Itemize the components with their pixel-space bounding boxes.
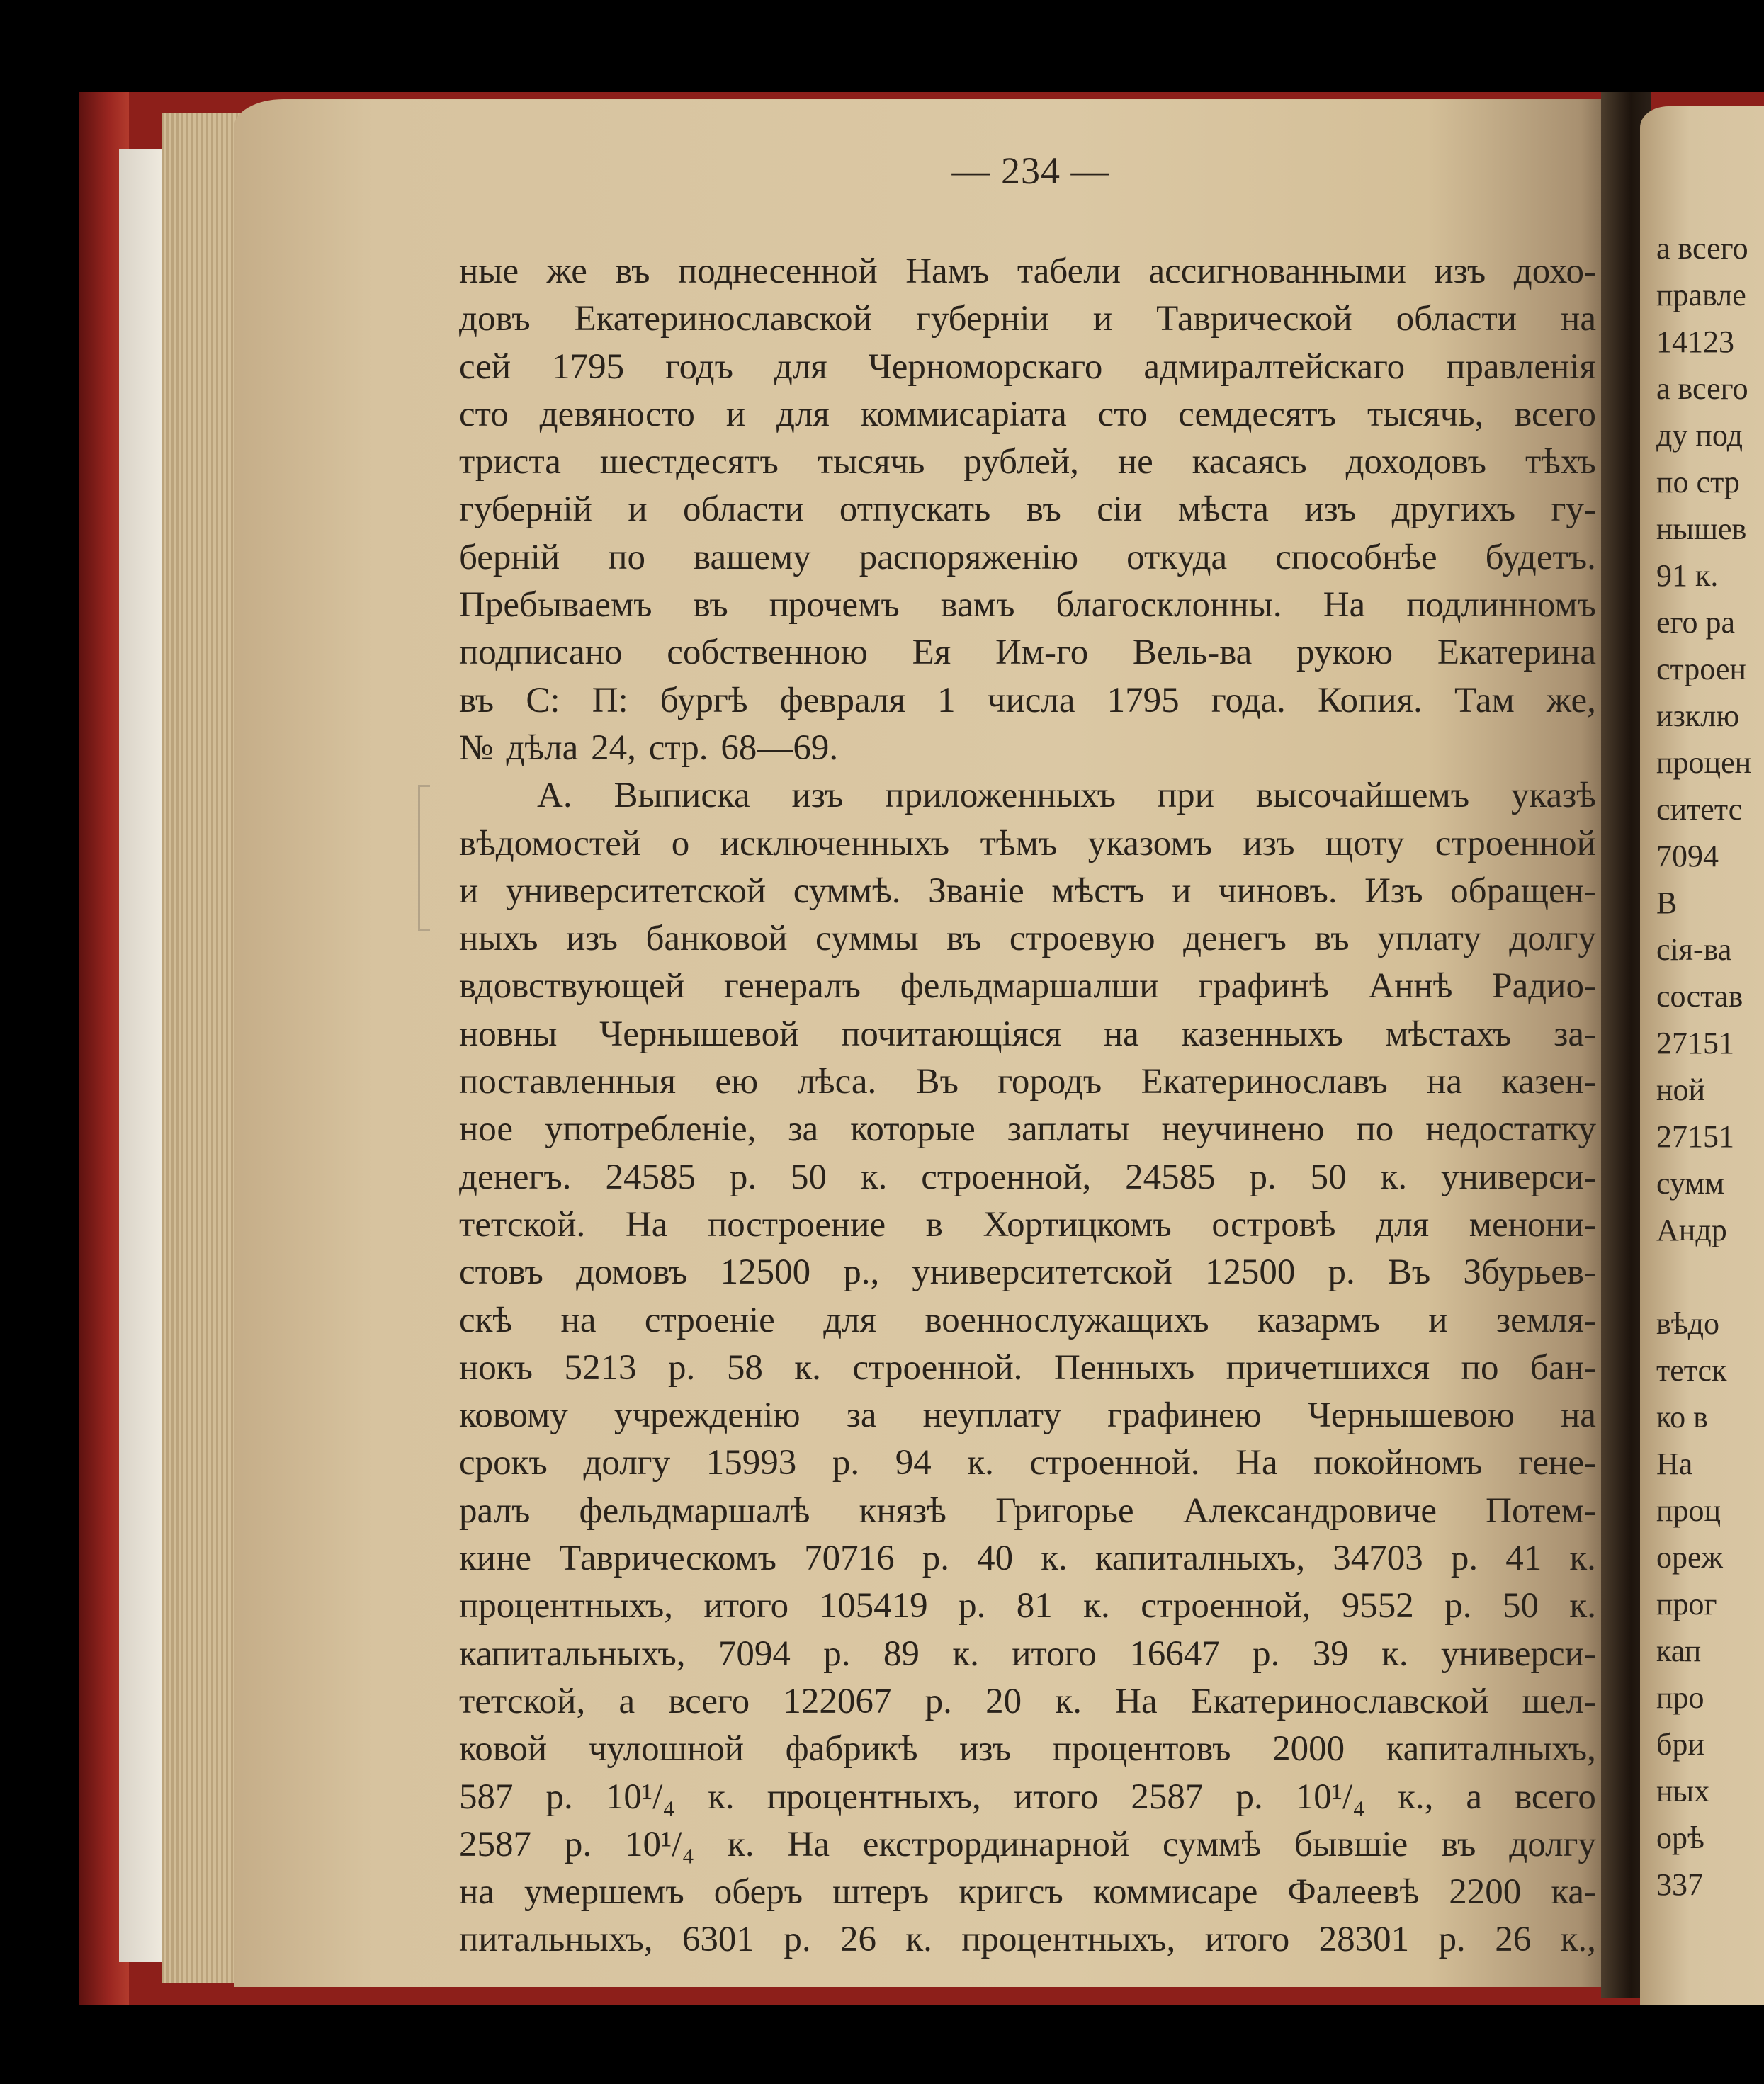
right-text-line: орѣ [1656,1820,1704,1855]
right-text-line: 337 [1656,1867,1703,1902]
pencil-mark [418,785,430,931]
text-line: капитальныхъ, 7094 р. 89 к. итого 16647 р. 39 к. универси- [459,1633,1596,1674]
right-text-line: ситетс [1656,792,1743,827]
text-line: денегъ. 24585 р. 50 к. строенной, 24585 р. 50 к. универси- [459,1157,1596,1197]
right-text-line: бри [1656,1727,1704,1762]
right-text-line: сумм [1656,1166,1725,1201]
right-text-line: строен [1656,652,1746,686]
text-line: ное употребленіе, за которые заплаты неучинено по недостатку [459,1109,1596,1150]
text-line: берній по вашему распоряженію откуда способнѣе будетъ. [459,537,1596,577]
text-line: губерній и области отпускать въ сіи мѣста изъ другихъ гу- [459,489,1596,530]
text-line: стовъ домовъ 12500 р., университетской 12500 р. Въ Збурьев- [459,1252,1596,1293]
text-line: поставленныя ею лѣса. Въ городъ Екатеринославъ на казен- [459,1062,1596,1102]
text-line: срокъ долгу 15993 р. 94 к. строенной. На покойномъ гене- [459,1443,1596,1483]
text-line: кине Таврическомъ 70716 р. 40 к. капиталныхъ, 34703 р. 41 к. [459,1539,1596,1579]
text-line: сто девяносто и для коммисаріата сто семдесятъ тысячь, всего [459,394,1596,434]
right-text-line: нышев [1656,511,1747,546]
right-text-line: про [1656,1680,1704,1715]
left-page-text [459,248,1596,1964]
right-text-line: 7094 [1656,839,1719,873]
right-text-line: правле [1656,278,1746,312]
text-line: на умершемъ оберъ штеръ кригсъ коммисаре Фалеевѣ 2200 ка- [459,1872,1596,1913]
text-line: А. Выписка изъ приложенныхъ при высочайшемъ указѣ [537,776,1596,816]
text-line: питальныхъ, 6301 р. 26 к. процентныхъ, итого 28301 р. 26 к., [459,1920,1596,1960]
right-text-line: процен [1656,745,1752,780]
right-text-line: Андр [1656,1213,1727,1247]
right-text-line: ко в [1656,1400,1708,1434]
text-line: ковому учрежденію за неуплату графинею Чернышевою на [459,1395,1596,1436]
text-line: новны Чернышевой почитающіяся на казенныхъ мѣстахъ за- [459,1014,1596,1054]
text-line: Пребываемъ въ прочемъ вамъ благосклонны. На подлинномъ [459,585,1596,625]
right-text-line: проц [1656,1493,1721,1528]
right-text-line: а всего [1656,231,1748,266]
text-line: 2587 р. 10¹/₄ к. На екстрординарной суммѣ бывшіе въ долгу [459,1824,1596,1864]
right-text-line: ных [1656,1774,1710,1808]
right-text-line [1656,1254,1764,1301]
text-line: вѣдомостей о исключенныхъ тѣмъ указомъ изъ щоту строенной [459,823,1596,863]
text-line: и университетской суммѣ. Званіе мѣстъ и чиновъ. Изъ обращен- [459,871,1596,911]
page-number: — 234 — [951,149,1110,192]
right-text-line: 27151 [1656,1026,1734,1060]
text-line: подписано собственною Ея Им-го Вель-ва рукою Екатерина [459,633,1596,673]
right-text-line: тетск [1656,1353,1727,1388]
right-text-line: по стр [1656,465,1740,499]
right-text-line: состав [1656,979,1743,1014]
right-text-line: 91 к. [1656,558,1719,593]
right-text-line: В [1656,885,1678,920]
right-text-line: ду под [1656,418,1743,453]
text-line: довъ Екатеринославской губерніи и Таврической области на [459,299,1596,339]
right-text-line: а всего [1656,371,1748,406]
right-text-line: сія-ва [1656,932,1732,967]
text-line: процентныхъ, итого 105419 р. 81 к. строенной, 9552 р. 50 к. [459,1586,1596,1626]
text-line: ные же въ поднесенной Намъ табели ассигнованными изъ дохо- [459,251,1596,291]
text-line: вдовствующей генералъ фельдмаршалши графинѣ Аннѣ Радио- [459,966,1596,1007]
text-line: № дѣла 24, стр. 68—69. [459,727,839,768]
right-text-line: прог [1656,1587,1717,1621]
text-line: 587 р. 10¹/₄ к. процентныхъ, итого 2587 р. 10¹/₄ к., а всего [459,1777,1596,1817]
right-text-line: 14123 [1656,324,1734,359]
right-text-line: кап [1656,1633,1702,1668]
text-line: сей 1795 годъ для Черноморскаго адмиралтейскаго правленія [459,346,1596,387]
text-line: тетской, а всего 122067 р. 20 к. На Екатеринославской шел- [459,1681,1596,1721]
text-line: въ С: П: бургѣ февраля 1 числа 1795 года. Копия. Там же, [459,680,1596,720]
text-line: ралъ фельдмаршалѣ князѣ Григорье Александровиче Потем- [459,1490,1596,1531]
right-page-text [1656,225,1764,1908]
right-text-line: его ра [1656,605,1736,640]
right-text-line: 27151 [1656,1119,1734,1154]
text-line: ныхъ изъ банковой суммы въ строевую денегъ въ уплату долгу [459,919,1596,959]
right-text-line: На [1656,1446,1693,1481]
right-text-line: изклю [1656,698,1740,733]
right-text-line: ореж [1656,1540,1723,1575]
right-text-line: ной [1656,1072,1706,1107]
text-line: триста шестдесятъ тысячь рублей, не касаясь доходовъ тѣхъ [459,442,1596,482]
text-line: скѣ на строеніе для военнослужащихъ казармъ и земля- [459,1300,1596,1340]
text-line: ковой чулошной фабрикѣ изъ процентовъ 2000 капиталныхъ, [459,1729,1596,1769]
right-text-line: вѣдо [1656,1306,1720,1341]
text-line: тетской. На построение в Хортицкомъ островѣ для менони- [459,1204,1596,1245]
text-line: нокъ 5213 р. 58 к. строенной. Пенныхъ причетшихся по бан- [459,1347,1596,1388]
